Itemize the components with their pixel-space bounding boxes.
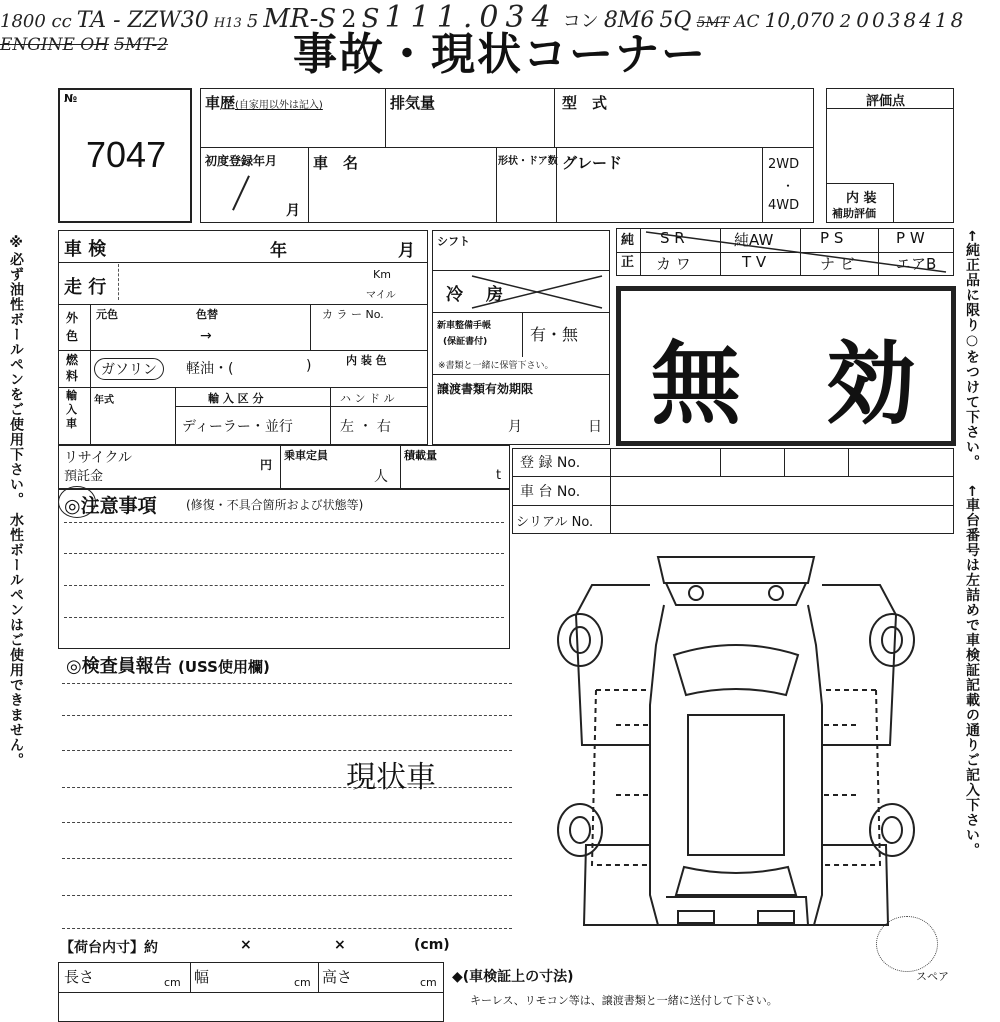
option-leather: カ ワ (656, 255, 691, 273)
manual-label: 新車整備手帳 (437, 321, 492, 331)
right-side-note-2: ←車台番号は左詰めで車検証記載の通りご記入下さい。 (964, 485, 980, 858)
options-strike-mark (616, 228, 954, 276)
import-section: 輸入車 (66, 389, 77, 430)
color-arrow: → (200, 328, 212, 344)
inspection-year: 年 (270, 241, 287, 261)
grade-label: グレード (562, 154, 623, 172)
dims-length-cm: cm (164, 976, 181, 989)
shift-value: 5Q (659, 8, 692, 33)
number-label: № (64, 92, 78, 105)
cargo-unit: (cm) (414, 937, 450, 953)
inspection-month: 月 (398, 241, 415, 261)
car-name-label: 車 名 (313, 154, 359, 172)
load-unit: t (496, 468, 502, 483)
load-label: 積載量 (404, 449, 437, 462)
ac-cooler: 冷 (446, 285, 463, 305)
shift-label: シフト (437, 235, 470, 248)
inspection-label: 車 検 (64, 239, 107, 260)
transfer-month: 月 (508, 419, 522, 435)
drive-2wd: 2WD (768, 157, 800, 172)
import-class-label: 輸 入 区 分 (208, 392, 264, 405)
fuel-gasoline: ガソリン (94, 358, 164, 380)
handle-value: 左 ・ 右 (340, 419, 391, 435)
option-ps: P S (820, 229, 844, 247)
doors-label: 形状・ドア数 (498, 156, 558, 167)
page-title: 事故・現状コーナー (293, 29, 707, 80)
ac-struck: AC (734, 12, 760, 32)
original-color-value: コン (562, 11, 599, 32)
serial-no-label: シリアル No. (516, 515, 594, 530)
interior-color-label: 内 装 色 (346, 354, 387, 367)
color-no-value: 8M6 (603, 8, 655, 33)
cert-label: ◆(車検証上の寸法) (452, 969, 574, 985)
mileage-label: 走 行 (64, 277, 107, 298)
cert-bottom-note: キーレス、リモコン等は、譲渡書類と一緒に送付して下さい。 (470, 994, 778, 1007)
interior-eval-label: 内 装 (846, 191, 877, 206)
fuel-close: ) (306, 358, 312, 374)
mileage-unit-km: Km (373, 268, 391, 281)
first-reg-year: H13 (213, 16, 242, 31)
fuel-section: 燃料 (66, 353, 79, 383)
capacity-unit: 人 (374, 469, 388, 485)
interior-eval-sub: 補助評価 (832, 207, 876, 220)
recycle-label-2: 預託金 (64, 469, 104, 484)
notes-line-2: 5MT-2 (114, 35, 169, 55)
first-reg-month: 5 (246, 11, 259, 32)
spare-label: スペア (916, 970, 949, 983)
history-label: 車歴(自家用以外は記入) (205, 94, 323, 112)
displacement-value: 1800 cc (0, 11, 72, 32)
manual-sub: (保証書付) (443, 337, 488, 347)
number-value: 7047 (86, 134, 167, 175)
invalid-stamp (616, 286, 956, 446)
model-type-label: 型 式 (562, 94, 608, 112)
car-name-value: MR-S (263, 4, 337, 34)
dims-height-cm: cm (420, 976, 437, 989)
option-side-label: 純正 (621, 233, 635, 270)
cargo-x2: × (334, 937, 346, 953)
notes-line-1: ENGINE OH (0, 35, 110, 55)
transfer-label: 譲渡書類有効期限 (437, 382, 534, 396)
handle-label: ハ ン ド ル (340, 392, 395, 405)
grade-value: S (361, 4, 380, 34)
displacement-label: 排気量 (390, 94, 436, 112)
car-diagram (546, 545, 946, 945)
mileage-unit-mile: マイル (366, 290, 396, 301)
dims-length: 長さ (64, 968, 95, 986)
option-tv: T V (742, 253, 767, 271)
import-year-label: 年式 (94, 395, 114, 406)
recycle-unit: 円 (260, 458, 273, 472)
capacity-value: 2 (839, 11, 852, 32)
left-side-note: ※必ず油性ボールペンをご使用下さい。 水性ボールペンはご使用できません。 (8, 235, 24, 768)
color-no-label: カ ラ ー No. (322, 308, 384, 321)
doors-value: 2 (341, 5, 357, 33)
invalid-stamp-right: 効 (826, 332, 916, 437)
notes-sub: (修復・不具合箇所および状態等) (186, 498, 364, 512)
color-change-label: 色替 (196, 308, 218, 321)
reg-no-label: 登 録 No. (520, 455, 581, 471)
cargo-x1: × (240, 937, 252, 953)
fuel-diesel: 軽油・( (186, 361, 234, 377)
dims-width: 幅 (194, 968, 210, 986)
exterior-color-section: 外色 (66, 311, 79, 343)
inspector-title: ◎検査員報告 (USS使用欄) (66, 656, 270, 677)
option-airbag: エアB (896, 255, 937, 273)
chassis-no-value: 0038418 (856, 8, 967, 32)
original-color-label: 元色 (96, 308, 118, 321)
manual-note: ※書類と一緒に保管下さい。 (438, 361, 554, 371)
option-sr: S R (660, 229, 685, 247)
dims-width-cm: cm (294, 976, 311, 989)
option-navi: ナ ビ (820, 255, 855, 273)
drive-4wd: 4WD (768, 198, 800, 213)
option-pw: P W (896, 229, 925, 247)
cargo-row: 【荷台内寸】約 (60, 940, 158, 956)
dims-height: 高さ (322, 968, 353, 986)
transfer-day: 日 (588, 419, 602, 435)
invalid-stamp-left: 無 (651, 332, 741, 437)
ac-heater: 房 (486, 285, 503, 305)
inspector-comment: 現状車 (346, 760, 436, 795)
import-class-value: ディーラー・並行 (182, 419, 293, 435)
manual-value: 有・無 (530, 325, 579, 344)
notes-title: ◎注意事項 (64, 495, 157, 517)
first-reg-month-unit: 月 (286, 203, 300, 219)
right-side-note-1: ←純正品に限り○をつけて下さい。 (964, 230, 980, 470)
capacity-label: 乗車定員 (284, 449, 328, 462)
ac-strike-mark (432, 270, 610, 312)
mileage-value: 111.034 (384, 0, 558, 35)
chassis-no-label: 車 台 No. (520, 484, 581, 500)
eval-label: 評価点 (866, 94, 906, 109)
model-type-value: TA - ZZW30 (76, 8, 209, 33)
shift-struck: 5MT (696, 15, 730, 31)
option-aw: 純AW (734, 231, 774, 249)
drive-dot: ・ (782, 179, 795, 193)
first-reg-label: 初度登録年月 (205, 154, 278, 168)
recycle-label: リサイクル (64, 450, 133, 466)
number-box (58, 88, 192, 223)
recycle-value: 10,070 (764, 8, 835, 32)
mileage-boxes (118, 264, 357, 300)
